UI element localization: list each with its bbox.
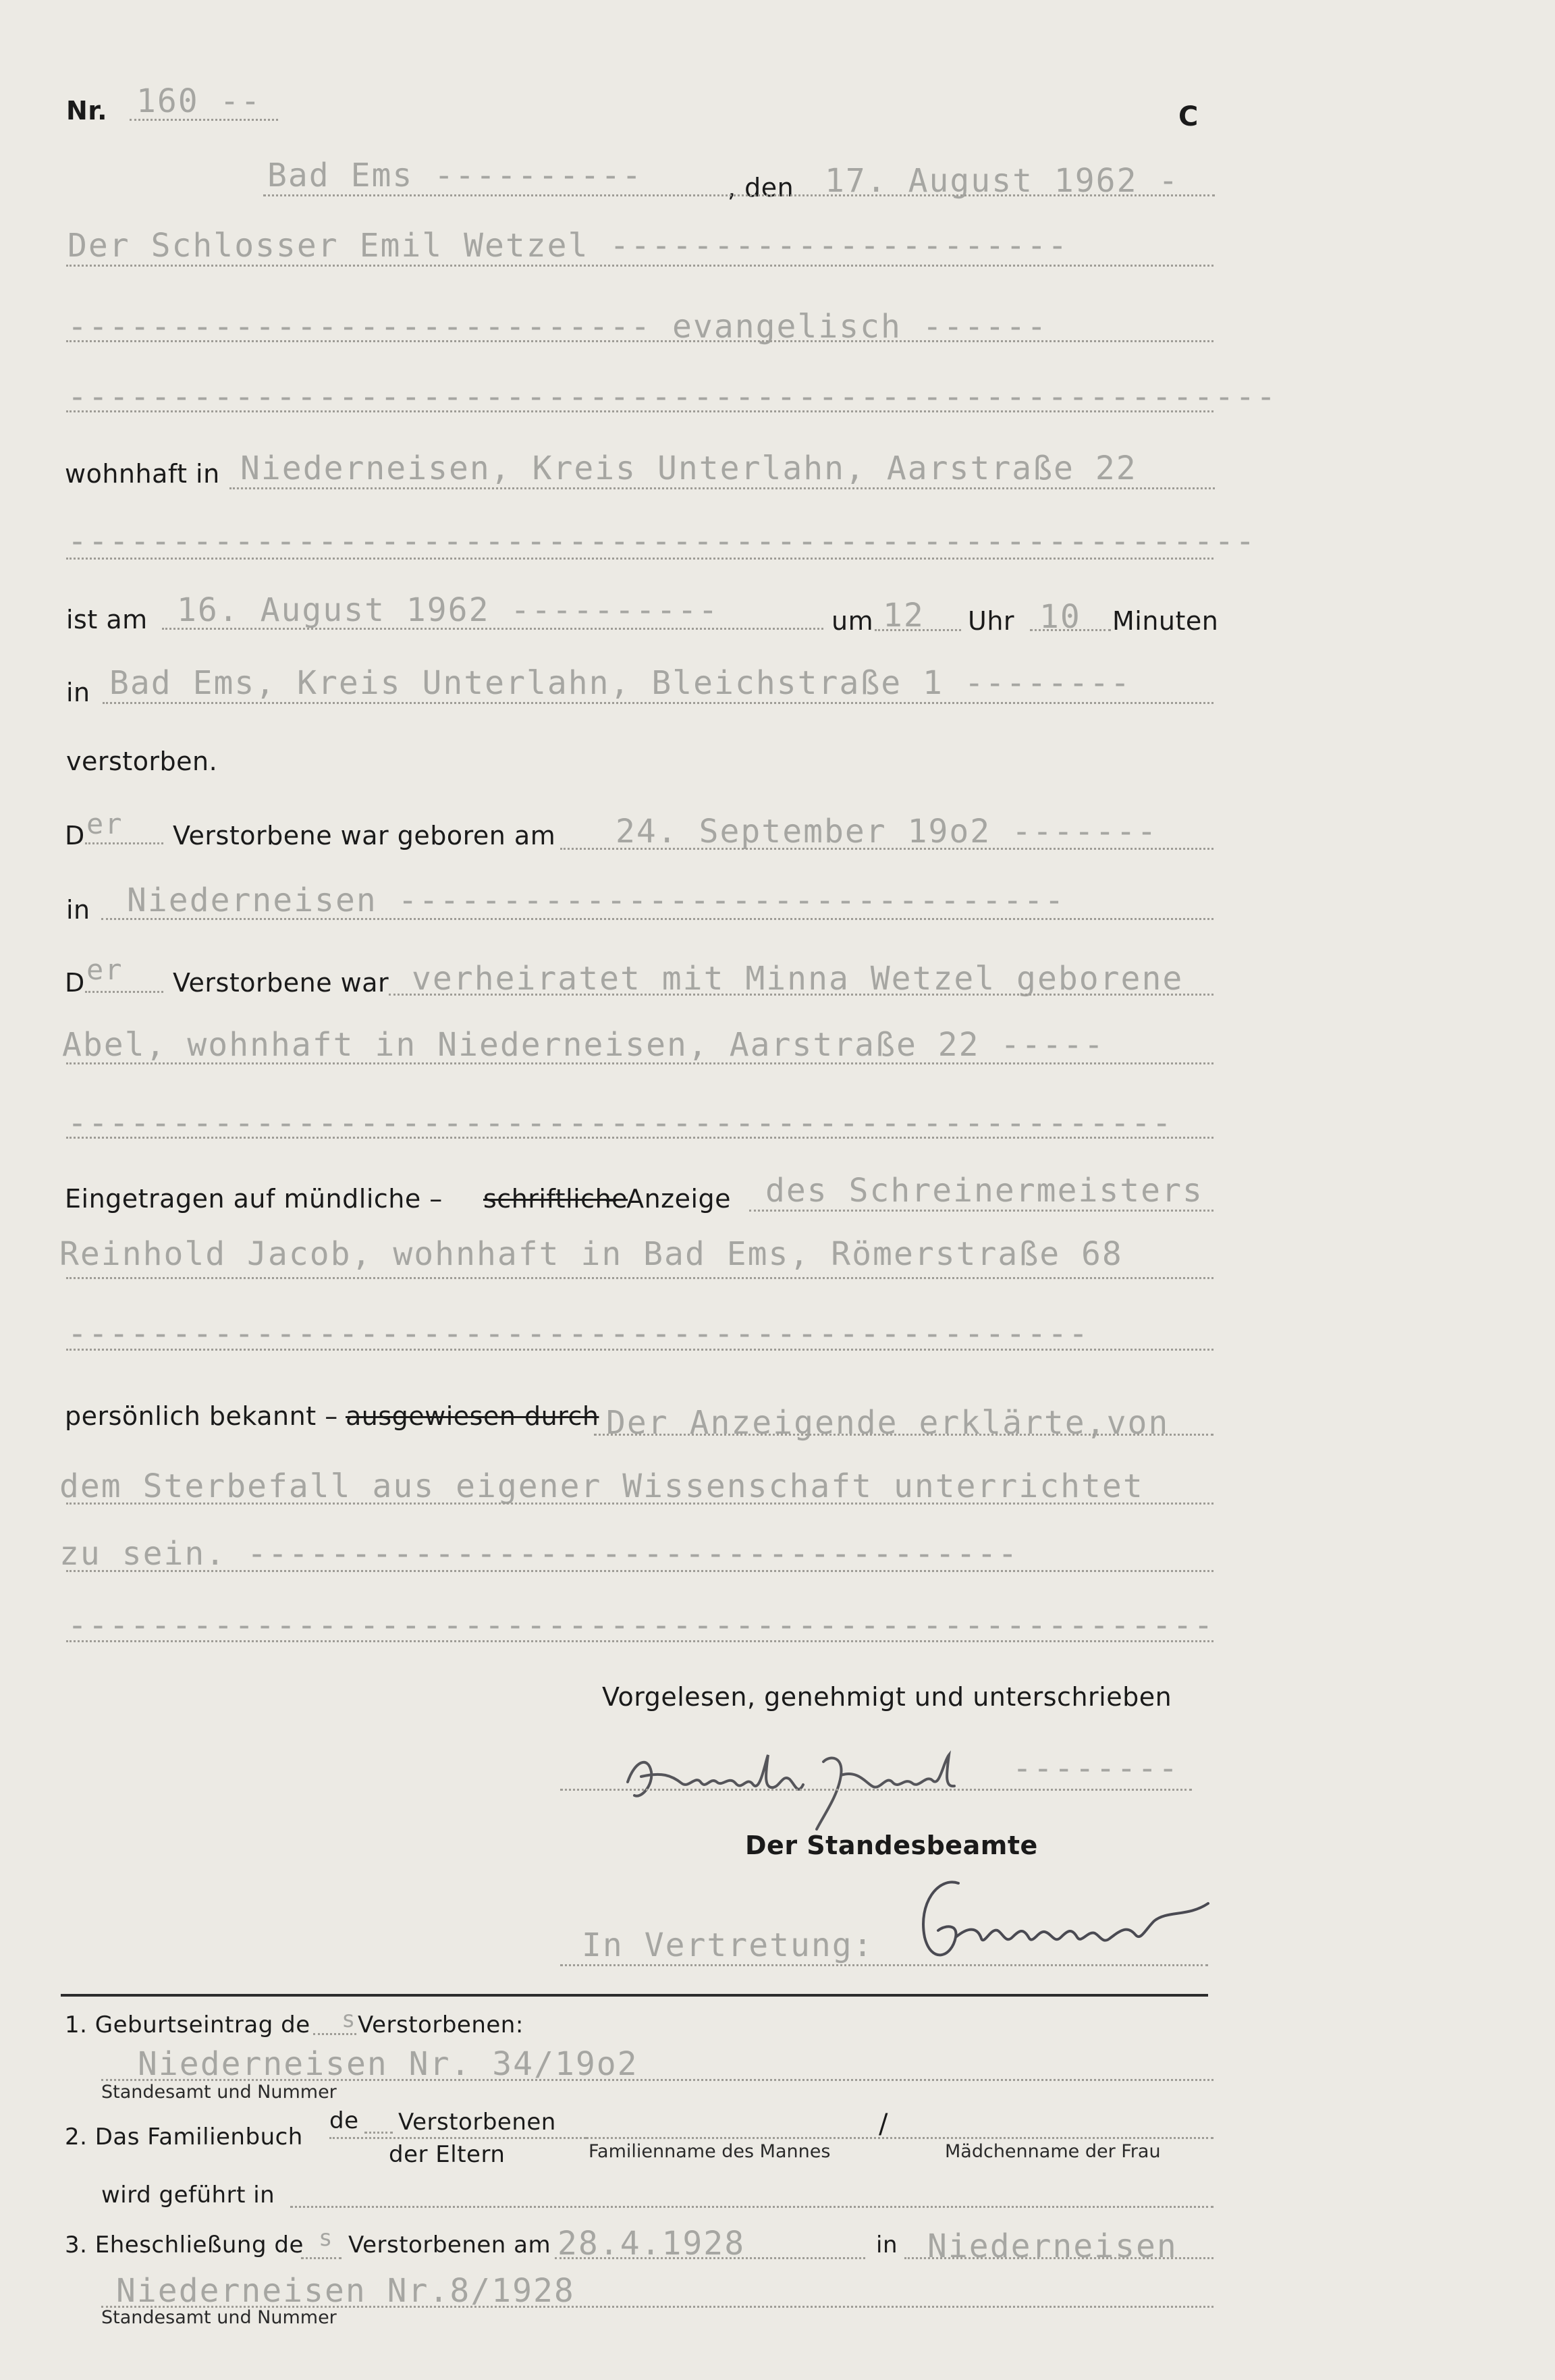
dotline-10 <box>103 702 1213 704</box>
blank-line-1: ---------------------------------------------------------- <box>67 378 1278 416</box>
dotline-17 <box>66 1137 1213 1139</box>
marital-cont: Abel, wohnhaft in Niederneisen, Aarstraße 22 ----- <box>62 1026 1105 1064</box>
blank-line-4: ------------------------------------------------- <box>67 1315 1090 1353</box>
familienname-label: Familienname des Mannes <box>589 2141 831 2162</box>
geboren-label: Verstorbene war geboren am <box>173 821 556 850</box>
item2-verstorbenen: Verstorbenen <box>398 2109 556 2136</box>
dotline-4 <box>66 410 1213 412</box>
item1-marker: s <box>342 2006 357 2033</box>
war-label: Verstorbene war <box>173 968 389 998</box>
item1-label: 1. Geburtseintrag de <box>65 2011 310 2038</box>
dotline-32 <box>290 2206 1213 2208</box>
dotline-13 <box>101 918 1213 920</box>
dotline-12 <box>560 848 1213 850</box>
item1-rest: Verstorbenen: <box>358 2011 524 2038</box>
in-label-2: in <box>66 895 90 925</box>
d-prefix-1: D <box>65 821 85 850</box>
item2-slash: / <box>879 2109 888 2140</box>
item3-date: 28.4.1928 <box>557 2225 746 2263</box>
dotline-16 <box>66 1062 1213 1064</box>
item2-de: de <box>329 2107 359 2134</box>
informant-signature <box>621 1735 972 1836</box>
standesamt-label-1: Standesamt und Nummer <box>101 2082 337 2103</box>
birth-place-value: Niederneisen -------------------------------- <box>127 882 1066 919</box>
minutes-value: 10 <box>1039 598 1081 636</box>
date-value: 17. August 1962 - <box>825 162 1180 200</box>
nr-dotline <box>130 119 278 121</box>
blank-line-2: --------------------------------------------------------- <box>67 522 1257 560</box>
dotline-27 <box>313 2033 356 2035</box>
informant-cont: Reinhold Jacob, wohnhaft in Bad Ems, Römerstraße 68 <box>59 1235 1123 1273</box>
dotline-7 <box>162 628 823 630</box>
d-prefix-2: D <box>65 968 85 998</box>
item3-label: 3. Eheschließung de <box>65 2232 304 2259</box>
statement-value: Der Anzeigende erklärte,von <box>606 1404 1170 1442</box>
dotline-33 <box>301 2257 342 2259</box>
maedchenname-label: Mädchenname der Frau <box>945 2141 1161 2162</box>
item3-in: in <box>876 2232 898 2259</box>
dotline-1 <box>263 194 1215 196</box>
standesbeamte-label: Der Standesbeamte <box>745 1831 1038 1860</box>
item1-value: Niederneisen Nr. 34/19o2 <box>138 2045 638 2083</box>
official-signature <box>898 1863 1222 1978</box>
death-place-value: Bad Ems, Kreis Unterlahn, Bleichstraße 1 -------- <box>109 664 1132 702</box>
item2-eltern: der Eltern <box>389 2141 506 2168</box>
wohnhaft-label: wohnhaft in <box>65 459 220 489</box>
blank-line-3: ----------------------------------------------------- <box>67 1104 1173 1142</box>
um-label: um <box>831 606 874 636</box>
after-signature-dashes: -------- <box>1012 1750 1180 1787</box>
anzeige-label: – Anzeige <box>605 1184 732 1214</box>
schriftliche-label: schriftliche <box>483 1184 628 1214</box>
informant-value: des Schreinermeisters <box>765 1172 1203 1210</box>
item3-rest: Verstorbenen am <box>348 2232 551 2259</box>
birth-date-value: 24. September 19o2 ------- <box>616 813 1158 850</box>
person-value: Der Schlosser Emil Wetzel ---------------------- <box>67 227 1069 265</box>
corner-letter: C <box>1178 101 1199 132</box>
uhr-label: Uhr <box>968 606 1015 636</box>
er-suffix-2: er <box>86 953 124 986</box>
gefuehrt-label: wird geführt in <box>101 2182 275 2209</box>
dotline-26 <box>560 1964 1208 1966</box>
religion-line: ---------------------------- evangelisch ------ <box>67 308 1048 346</box>
hour-value: 12 <box>883 597 925 634</box>
nr-label: Nr. <box>66 96 108 126</box>
dotline-14 <box>85 991 163 993</box>
item3-value: Niederneisen Nr.8/1928 <box>116 2272 575 2310</box>
dotline-30 <box>329 2137 586 2139</box>
vertretung-value: In Vertretung: <box>582 1926 874 1964</box>
ist-am-label: ist am <box>66 605 148 634</box>
place-value: Bad Ems ---------- <box>267 157 643 194</box>
dotline-19 <box>66 1277 1213 1279</box>
dotline-24 <box>66 1640 1213 1642</box>
statement-end: zu sein. ------------------------------------- <box>59 1535 1019 1573</box>
er-suffix-1: er <box>86 807 124 840</box>
standesamt-label-2: Standesamt und Nummer <box>101 2307 337 2328</box>
dotline-6 <box>66 558 1213 560</box>
nr-value: 160 -- <box>136 82 262 120</box>
minuten-label: Minuten <box>1112 606 1219 636</box>
dotline-34 <box>555 2257 865 2259</box>
marital-value: verheiratet mit Minna Wetzel geborene <box>412 960 1184 998</box>
verstorben-label: verstorben. <box>66 747 218 776</box>
dotline-3 <box>66 340 1213 342</box>
death-date-value: 16. August 1962 ---------- <box>177 591 719 629</box>
dotline-25 <box>560 1789 1192 1791</box>
vorgelesen-label: Vorgelesen, genehmigt und unterschrieben <box>602 1682 1172 1712</box>
dotline-21 <box>594 1434 1213 1436</box>
statement-cont: dem Sterbefall aus eigener Wissenschaft unterrichtet <box>59 1467 1144 1505</box>
dotline-15 <box>389 994 1213 996</box>
dotline-20 <box>66 1349 1213 1351</box>
dotline-8 <box>875 629 961 631</box>
dotline-2 <box>66 265 1213 267</box>
dotline-29 <box>364 2132 393 2134</box>
dotline-11 <box>85 842 163 844</box>
dotline-31 <box>586 2137 1213 2139</box>
den-label: , den <box>728 173 794 202</box>
dotline-23 <box>66 1570 1213 1572</box>
separator-line <box>61 1994 1208 1997</box>
dotline-35 <box>904 2257 1213 2259</box>
bekannt-label: persönlich bekannt – <box>65 1401 338 1431</box>
blank-line-5: ------------------------------------------------------- <box>67 1606 1215 1644</box>
item2-label: 2. Das Familienbuch <box>65 2124 303 2151</box>
ausgewiesen-label: ausgewiesen durch <box>346 1401 599 1431</box>
item3-marker: s <box>319 2225 334 2252</box>
dotline-9 <box>1030 629 1111 631</box>
dotline-18 <box>749 1210 1213 1212</box>
dotline-5 <box>229 487 1215 489</box>
residence-value: Niederneisen, Kreis Unterlahn, Aarstraße 22 <box>240 450 1137 487</box>
item3-place: Niederneisen <box>927 2227 1178 2265</box>
in-label-1: in <box>66 678 90 707</box>
eingetragen-label: Eingetragen auf mündliche – <box>65 1184 443 1214</box>
dotline-22 <box>66 1503 1213 1505</box>
dotline-28 <box>101 2079 1213 2081</box>
